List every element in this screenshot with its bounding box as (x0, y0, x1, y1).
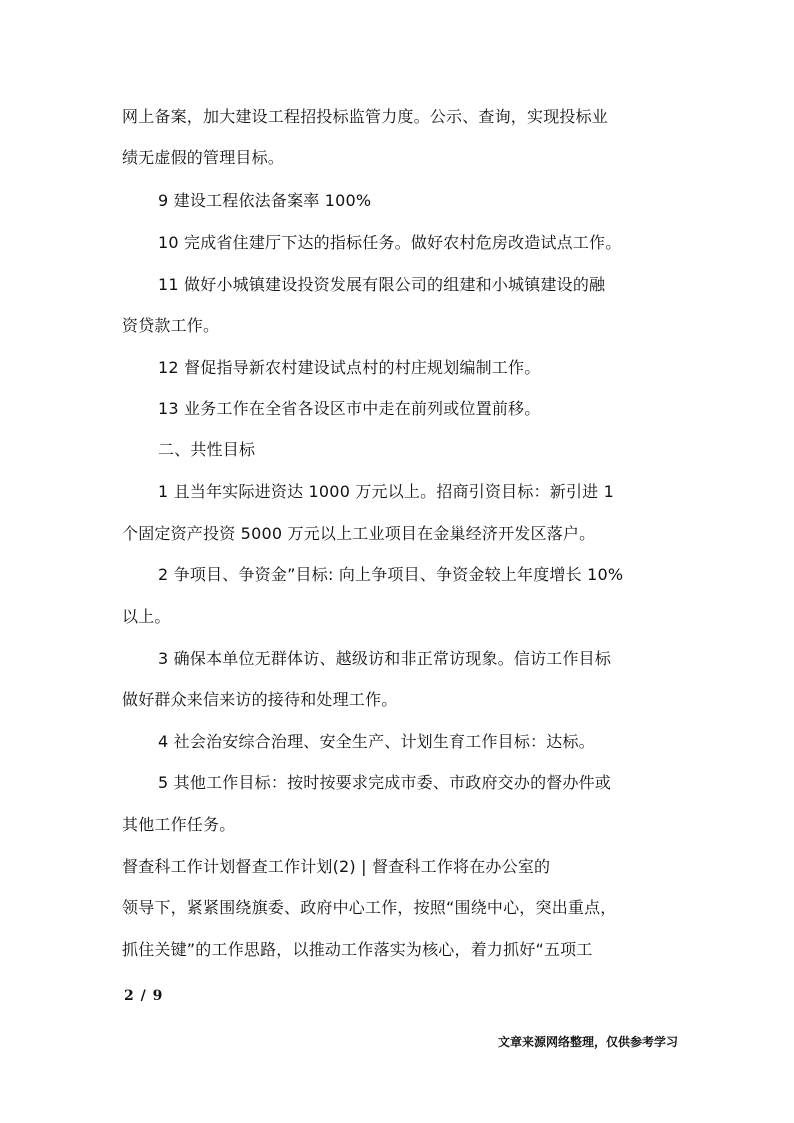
text-line-21: 抓住关键”的工作思路，以推动工作落实为核心，着力抓好“五项工 (122, 940, 593, 959)
section-heading: 二、共性目标 (158, 440, 256, 459)
page-number: 2 / 9 (124, 988, 164, 1004)
text-line-17: 5 其他工作目标：按时按要求完成市委、市政府交办的督办件或 (158, 773, 612, 792)
text-line-8: 13 业务工作在全省各设区市中走在前列或位置前移。 (158, 399, 541, 418)
text-line-15: 做好群众来信来访的接待和处理工作。 (122, 690, 398, 709)
text-line-10: 1 且当年实际进资达 1000 万元以上。招商引资目标：新引进 1 (158, 482, 615, 501)
text-line-16: 4 社会治安综合治理、安全生产、计划生育工作目标：达标。 (158, 732, 595, 751)
text-line-3: 9 建设工程依法备案率 100% (158, 191, 372, 210)
text-line-6: 资贷款工作。 (122, 316, 220, 335)
text-line-13: 以上。 (122, 607, 171, 626)
text-line-7: 12 督促指导新农村建设试点村的村庄规划编制工作。 (158, 358, 541, 377)
text-line-19: 督查科工作计划督查工作计划(2) | 督查科工作将在办公室的 (122, 857, 551, 876)
text-line-12: 2 争项目、争资金”目标: 向上争项目、争资金较上年度增长 10% (158, 565, 624, 584)
text-line-20: 领导下，紧紧围绕旗委、政府中心工作，按照“围绕中心，突出重点， (122, 898, 617, 917)
footer-note: 文章来源网络整理，仅供参考学习 (498, 1035, 679, 1049)
text-line-2: 绩无虚假的管理目标。 (122, 148, 285, 167)
text-line-4: 10 完成省住建厅下达的指标任务。做好农村危房改造试点工作。 (158, 233, 622, 252)
text-line-5: 11 做好小城镇建设投资发展有限公司的组建和小城镇建设的融 (158, 275, 606, 294)
text-line-14: 3 确保本单位无群体访、越级访和非正常访现象。信访工作目标 (158, 649, 612, 668)
text-line-1: 网上备案，加大建设工程招投标监管力度。公示、查询，实现投标业 (122, 107, 609, 126)
text-line-18: 其他工作任务。 (122, 815, 236, 834)
text-line-11: 个固定资产投资 5000 万元以上工业项目在金巢经济开发区落户。 (122, 524, 596, 543)
